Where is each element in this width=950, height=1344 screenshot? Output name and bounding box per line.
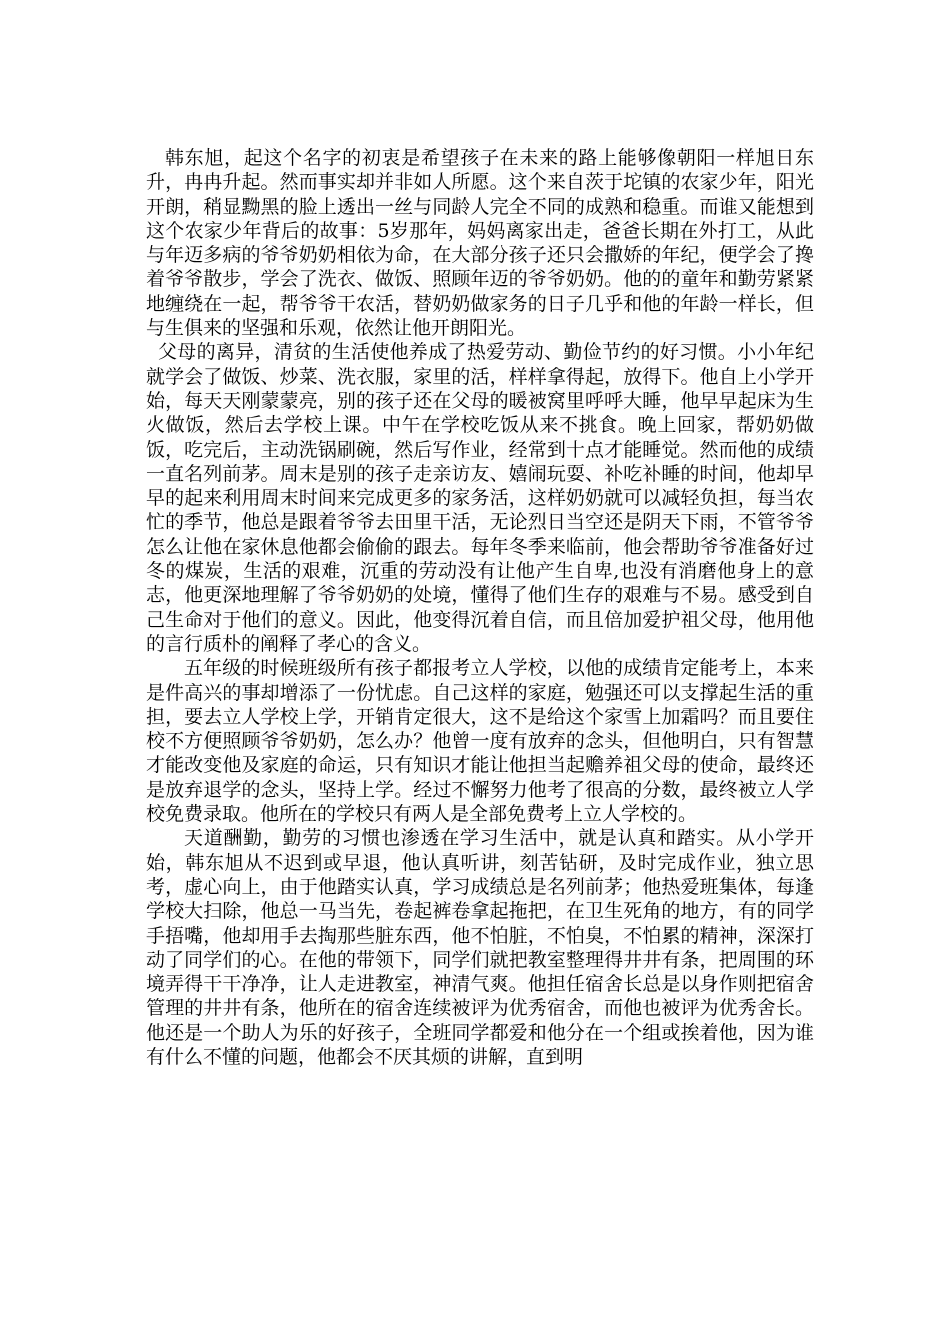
paragraph-name-origin: 韩东旭，起这个名字的初衷是希望孩子在未来的路上能够像朝阳一样旭日东升，冉冉升起。然而事实却并非如人所愿。这个来自茨于坨镇的农家少年，阳光开朗，稍显黝黑的脸上透出一丝与同龄人完全不同的成熟和稳重。而谁又能想到这个农家少年背后的故事：5岁那年，妈妈离家出走，爸爸长期在外打工，从此与年迈多病的爷爷奶奶相依为命，在大部分孩子还只会撒娇的年纪，便学会了搀着爷爷散步，学会了洗衣、做饭、照顾年迈的爷爷奶奶。他的的童年和勤劳紧紧地缠绕在一起，帮爷爷干农活，替奶奶做家务的日子几乎和他的年龄一样长，但与生俱来的坚强和乐观，依然让他开朗阳光。: [146, 147, 814, 340]
document-page: [146, 146, 814, 1069]
paragraph-hardworking-habits: 父母的离异，清贫的生活使他养成了热爱劳动、勤俭节约的好习惯。小小年纪就学会了做饭、炒菜、洗衣服，家里的活，样样拿得起，放得下。他自上小学开始，每天天刚蒙蒙亮，别的孩子还在父母的暖被窝里呼呼大睡，他早早起床为生火做饭，然后去学校上课。中午在学校吃饭从来不挑食。晚上回家，帮奶奶做饭，吃完后，主动洗锅刷碗，然后写作业，经常到十点才能睡觉。然而他的成绩一直名列前茅。周末是别的孩子走亲访友、嬉闹玩耍、补吃补睡的时间，他却早早的起来利用周末时间来完成更多的家务活，这样奶奶就可以减轻负担，每当农忙的季节，他总是跟着爷爷去田里干活，无论烈日当空还是阴天下雨，不管爷爷怎么让他在家休息他都会偷偷的跟去。每年冬季来临前，他会帮助爷爷准备好过冬的煤炭，生活的艰难，沉重的劳动没有让他产生自卑,也没有消磨他身上的意志，他更深地理解了爷爷奶奶的处境，懂得了他们生存的艰难与不易。感受到自己生命对于他们的意义。因此，他变得沉着自信，而且倍加爱护祖父母，他用他的言行质朴的阐释了孝心的含义。: [146, 341, 814, 655]
paragraph-study-life: 天道酬勤，勤劳的习惯也渗透在学习生活中，就是认真和踏实。从小学开始，韩东旭从不迟到或早退，他认真听讲，刻苦钻研，及时完成作业，独立思考，虚心向上，由于他踏实认真，学习成绩总是名列前茅；他热爱班集体，每逢学校大扫除，他总一马当先，卷起裤卷拿起拖把，在卫生死角的地方，有的同学手捂嘴，他却用手去掏那些脏东西，他不怕脏，不怕臭，不怕累的精神，深深打动了同学们的心。在他的带领下，同学们就把教室整理得井井有条，把周围的环境弄得干干净净，让人走进教室，神清气爽。他担任宿舍长总是以身作则把宿舍管理的井井有条，他所在的宿舍连续被评为优秀宿舍，而他也被评为优秀舍长。他还是一个助人为乐的好孩子，全班同学都爱和他分在一个组或挨着他，因为谁有什么不懂的问题，他都会不厌其烦的讲解，直到明: [146, 827, 814, 1068]
paragraph-school-admission: 五年级的时候班级所有孩子都报考立人学校，以他的成绩肯定能考上，本来是件高兴的事却增添了一份忧虑。自己这样的家庭，勉强还可以支撑起生活的重担，要去立人学校上学，开销肯定很大，这不是给这个家雪上加霜吗？而且要住校不方便照顾爷爷奶奶，怎么办？他曾一度有放弃的念头，但他明白，只有智慧才能改变他及家庭的命运，只有知识才能让他担当起赡养祖父母的使命，最终还是放弃退学的念头，坚持上学。经过不懈努力他考了很高的分数，最终被立人学校免费录取。他所在的学校只有两人是全部免费考上立人学校的。: [146, 657, 814, 826]
